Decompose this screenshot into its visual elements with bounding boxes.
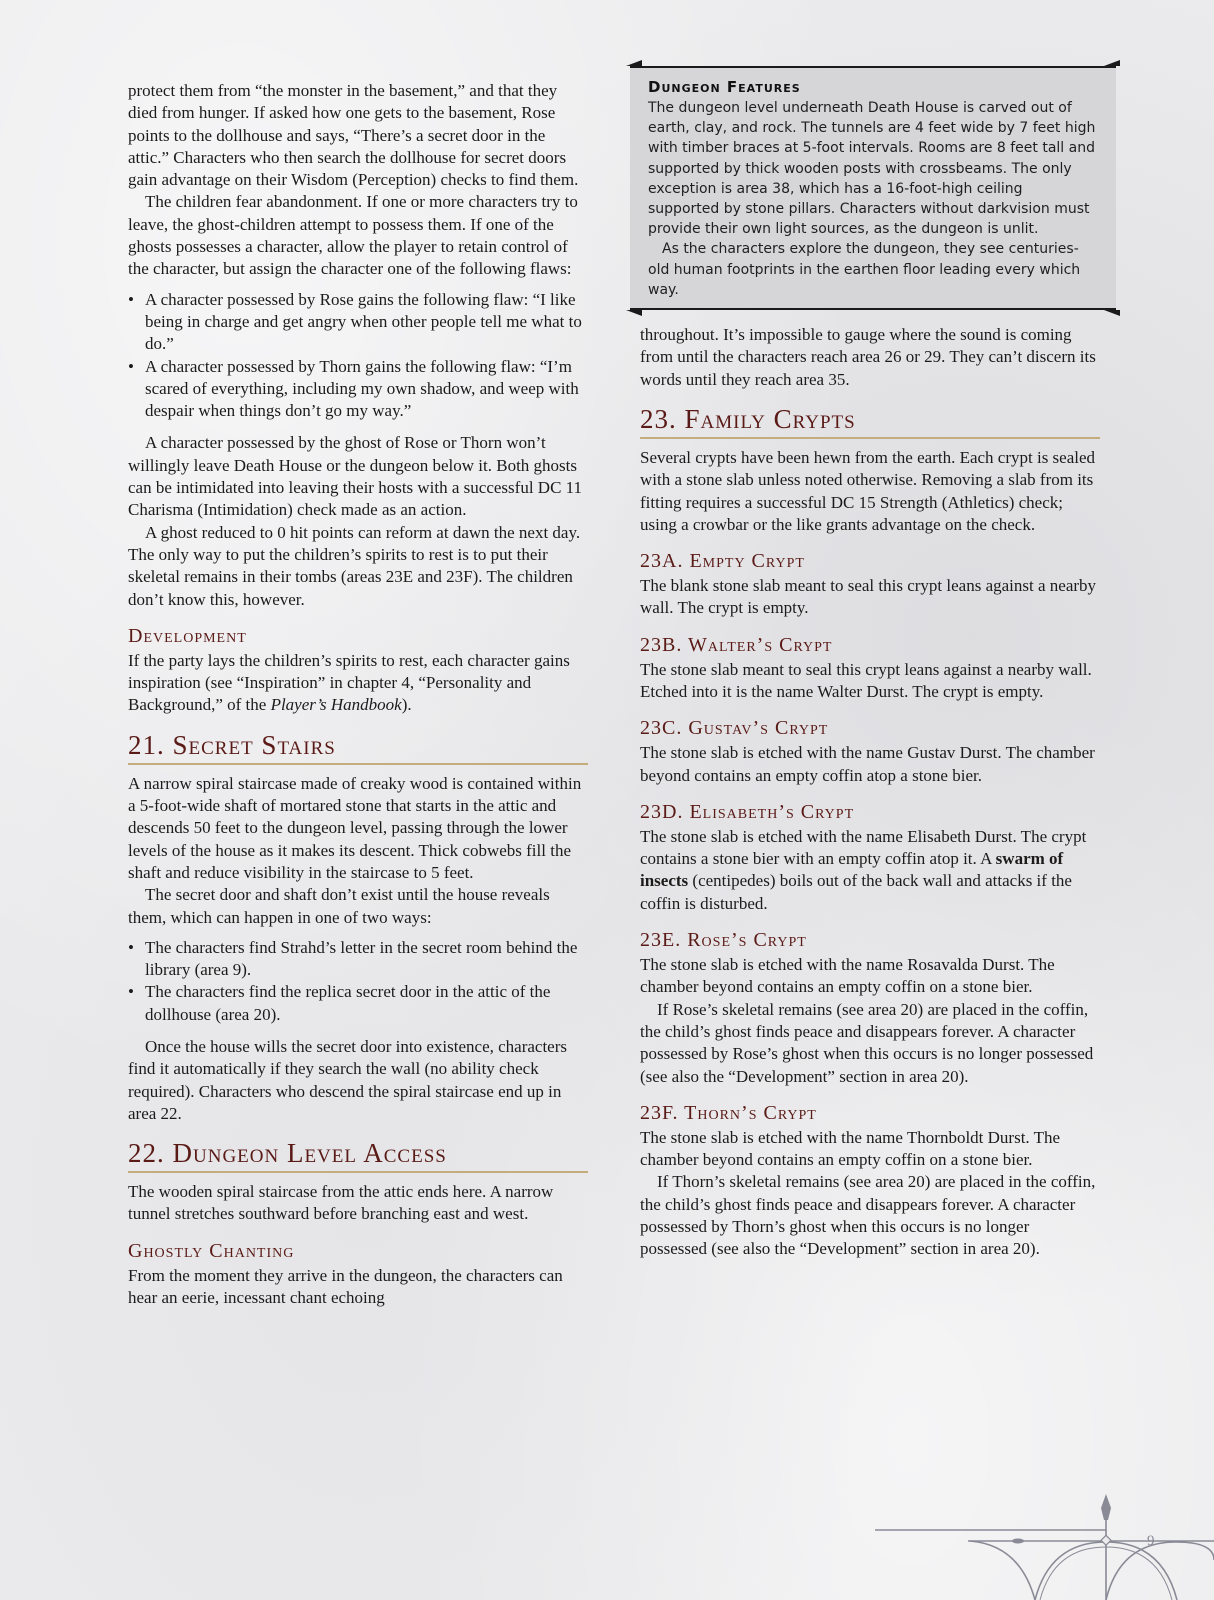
list-item: • A character possessed by Rose gains the following flaw: “I like being in charge and get angry when other people tell me what to do.”	[128, 289, 582, 354]
paragraph: The blank stone slab meant to seal this crypt leans against a nearby wall. The crypt is empty.	[640, 576, 1097, 618]
paragraph: The secret door and shaft don’t exist until the house reveals them, which can happen in one of two ways:	[128, 885, 550, 927]
ghostly-chanting-heading: Ghostly Chanting	[128, 1239, 295, 1262]
area-23f-heading: 23F. Thorn’s Crypt	[640, 1101, 817, 1124]
corner-ornament-icon	[1104, 310, 1120, 316]
area-23e-heading: 23E. Rose’s Crypt	[640, 929, 807, 952]
paragraph: The stone slab meant to seal this crypt leans against a nearby wall. Etched into it is the name Walter Durst. The crypt is empty.	[640, 659, 1092, 701]
paragraph: A character possessed by the ghost of Rose or Thorn won’t willingly leave Death House or the dungeon below it. Both ghosts can be intimidated into leaving their hosts with a successful DC 11 Charisma (Intimidation) check made as an action.	[128, 433, 583, 520]
area-22-heading: 22. Dungeon Level Access	[128, 1137, 588, 1173]
area-23d-heading: 23D. Elisabeth’s Crypt	[640, 800, 855, 823]
dungeon-features-sidebar	[630, 66, 1116, 310]
corner-ornament-icon	[626, 310, 642, 316]
area-23c-heading: 23C. Gustav’s Crypt	[640, 717, 829, 740]
development-paragraph: If the party lays the children’s spirits to rest, each character gains inspiration (see “Inspiration” in chapter 4, “Personality and Background,” of the Player’s Handbook).	[128, 650, 570, 715]
list-item: • The characters find Strahd’s letter in the secret room behind the library (area 9).	[128, 937, 578, 980]
area-23b-heading: 23B. Walter’s Crypt	[640, 633, 833, 656]
area-23a-heading: 23A. Empty Crypt	[640, 550, 805, 573]
paragraph: The stone slab is etched with the name Thornboldt Durst. The chamber beyond contains an empty coffin on a stone bier.	[640, 1127, 1061, 1170]
bullet-icon: •	[128, 937, 134, 957]
sidebar-paragraph: The dungeon level underneath Death House is carved out of earth, clay, and rock. The tunnels are 4 feet wide by 7 feet high with timber braces at 5-foot intervals. Rooms are 8 feet tall and supported by thick wooden posts with crossbeams. The only exception is area 38, which has a 16-foot-high ceiling supported by stone pillars. Characters without darkvision must provide their own light sources, as the dungeon is unlit.	[648, 100, 1096, 238]
monster-reference: swarm of insects	[640, 849, 1064, 891]
bullet-icon: •	[128, 289, 134, 309]
corner-ornament-icon	[626, 60, 642, 66]
paragraph: Several crypts have been hewn from the earth. Each crypt is sealed with a stone slab unless noted otherwise. Removing a slab from its fitting requires a successful DC 15 Strength (Athletics) check; using a crowbar or the like grants advantage on the check.	[640, 447, 1096, 534]
sidebar-title: Dungeon Features	[648, 78, 801, 96]
paragraph: If Thorn’s skeletal remains (see area 20) are placed in the coffin, the child’s ghost finds peace and disappears forever. A character possessed by Thorn’s ghost when this occurs is no longer possessed (see also the “Development” section in area 20).	[640, 1172, 1096, 1259]
flaws-list	[128, 289, 588, 423]
paragraph: protect them from “the monster in the basement,” and that they died from hunger. If asked how one gets to the basement, Rose points to the dollhouse and says, “There’s a secret door in the attic.” Characters who then search the dollhouse for secret doors gain advantage on their Wisdom (Perception) checks to find them.	[128, 81, 579, 190]
reveal-ways-list	[128, 937, 588, 1026]
paragraph: The stone slab is etched with the name Gustav Durst. The chamber beyond contains an empty coffin atop a stone bier.	[640, 743, 1095, 785]
paragraph: throughout. It’s impossible to gauge where the sound is coming from until the characters reach area 26 or 29. They can’t discern its words until they reach area 35.	[640, 325, 1096, 389]
paragraph: The stone slab is etched with the name Elisabeth Durst. The crypt contains a stone bier with an empty coffin atop it. A swarm of insects (centipedes) boils out of the back wall and attacks if the coffin is disturbed.	[640, 826, 1087, 913]
page-number: 9	[1147, 1533, 1155, 1549]
right-column	[640, 66, 1100, 1261]
paragraph: The stone slab is etched with the name Rosavalda Durst. The chamber beyond contains an empty coffin on a stone bier.	[640, 955, 1055, 997]
paragraph: A ghost reduced to 0 hit points can reform at dawn the next day. The only way to put the children’s spirits to rest is to put their skeletal remains in their tombs (areas 23E and 23F). The children don’t know this, however.	[128, 522, 581, 609]
bullet-icon: •	[128, 982, 134, 1002]
list-item: • The characters find the replica secret door in the attic of the dollhouse (area 20).	[128, 982, 551, 1024]
paragraph: A narrow spiral staircase made of creaky wood is contained within a 5-foot-wide shaft of mortared stone that starts in the attic and descends 50 feet to the dungeon level, passing through the lower levels of the house as it makes its descent. Thick cobwebs fill the shaft and reduce visibility in the staircase to 5 feet.	[128, 773, 582, 882]
area-21-heading: 21. Secret Stairs	[128, 729, 588, 765]
gothic-arch-ornament-icon	[870, 1490, 1214, 1600]
paragraph: From the moment they arrive in the dungeon, the characters can hear an eerie, incessant chant echoing	[128, 1265, 563, 1308]
area-23-heading: 23. Family Crypts	[640, 403, 1100, 439]
paragraph: If Rose’s skeletal remains (see area 20) are placed in the coffin, the child’s ghost finds peace and disappears forever. A character possessed by Rose’s ghost when this occurs is no longer possessed (see also the “Development” section in area 20).	[640, 999, 1094, 1086]
list-item: • A character possessed by Thorn gains the following flaw: “I’m scared of everything, including my own shadow, and weep with despair when things don’t go my way.”	[128, 356, 579, 421]
bullet-icon: •	[128, 356, 134, 376]
development-heading: Development	[128, 624, 247, 647]
left-column	[128, 80, 588, 1309]
paragraph: The children fear abandonment. If one or more characters try to leave, the ghost-children attempt to possess them. If one of the ghosts possesses a character, allow the player to retain control of the character, but assign the character one of the following flaws:	[128, 192, 578, 279]
sidebar-paragraph: As the characters explore the dungeon, they see centuries-old human footprints in the earthen floor leading every which way.	[648, 241, 1081, 298]
paragraph: The wooden spiral staircase from the attic ends here. A narrow tunnel stretches southward before branching east and west.	[128, 1182, 554, 1224]
paragraph: Once the house wills the secret door into existence, characters find it automatically if they search the wall (no ability check required). Characters who descend the spiral staircase end up in area 22.	[128, 1036, 568, 1123]
corner-ornament-icon	[1104, 60, 1120, 66]
